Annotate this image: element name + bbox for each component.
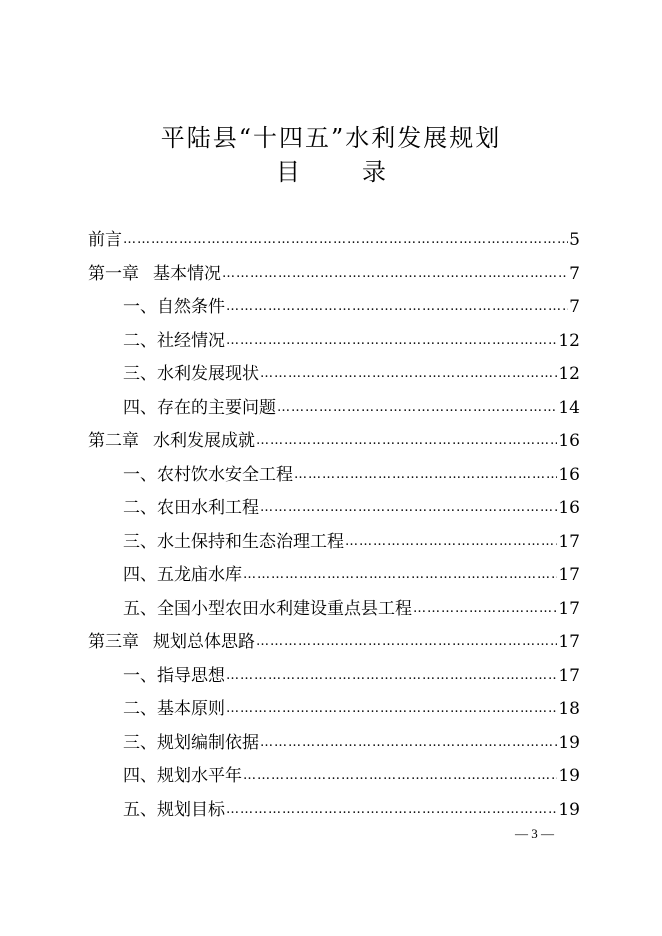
toc-entry[interactable] xyxy=(88,527,580,561)
toc-page-number: 19 xyxy=(558,732,580,753)
toc-entry-text: 一、自然条件 xyxy=(123,297,225,317)
toc-entry[interactable] xyxy=(88,393,580,427)
toc-entry-label xyxy=(123,661,225,686)
toc-entry-label xyxy=(123,292,225,317)
toc-leader-dots xyxy=(345,534,557,549)
toc-page-number: 19 xyxy=(558,766,580,786)
toc-entry-text: 水利发展成就 xyxy=(153,431,255,451)
toc-leader-dots xyxy=(260,735,557,750)
toc-leader-dots xyxy=(226,701,557,716)
toc-entry[interactable] xyxy=(88,326,580,360)
page-number: — 3 — xyxy=(515,826,554,841)
toc-entry-text: 三、水土保持和生态治理工程 xyxy=(123,531,344,552)
toc-entry[interactable] xyxy=(88,359,580,393)
toc-entry-text: 三、规划编制依据 xyxy=(123,732,259,753)
toc-chapter-number: 第三章 xyxy=(88,632,139,652)
toc-entry-text: 规划总体思路 xyxy=(153,632,255,652)
toc-entry[interactable] xyxy=(88,728,580,762)
toc-entry[interactable] xyxy=(88,694,580,728)
toc-entry-text: 四、规划水平年 xyxy=(123,766,242,786)
toc-entry-label xyxy=(88,627,255,652)
toc-entry-text: 二、基本原则 xyxy=(123,699,225,719)
toc-leader-dots xyxy=(256,433,557,448)
toc-entry[interactable] xyxy=(88,292,580,326)
toc-entry-label xyxy=(88,426,255,451)
toc-leader-dots xyxy=(413,601,557,616)
toc-entry-label xyxy=(123,493,259,518)
toc-heading-right: 录 xyxy=(362,158,386,186)
toc-page-number: 7 xyxy=(569,297,580,317)
toc-heading xyxy=(0,152,662,187)
toc-page-number: 18 xyxy=(558,699,580,719)
toc-entry[interactable] xyxy=(88,795,580,829)
toc-entry-label xyxy=(123,326,225,351)
toc-leader-dots xyxy=(260,500,557,515)
toc-page-number: 16 xyxy=(558,498,580,518)
toc-entry-label xyxy=(123,795,225,820)
toc-page-number: 17 xyxy=(558,565,580,585)
toc-page-number: 17 xyxy=(558,632,580,652)
toc-entry-text: 四、五龙庙水库 xyxy=(123,565,242,585)
document-title: 平陆县“十四五”水利发展规划 xyxy=(160,124,502,152)
toc-entry[interactable] xyxy=(88,426,580,460)
toc-chapter-number: 第二章 xyxy=(88,431,139,451)
toc-entry-text: 三、水利发展现状 xyxy=(123,364,259,384)
toc-page-number: 12 xyxy=(558,364,580,384)
toc-entry-text: 二、农田水利工程 xyxy=(123,498,259,518)
toc-entry-label xyxy=(123,694,225,719)
toc-entry-text: 五、规划目标 xyxy=(123,799,225,820)
toc-entry[interactable] xyxy=(88,460,580,494)
toc-leader-dots xyxy=(222,266,568,281)
toc-entry-text: 四、存在的主要问题 xyxy=(123,397,276,418)
toc-entry-label xyxy=(88,259,221,284)
toc-entry-text: 五、全国小型农田水利建设重点县工程 xyxy=(123,598,412,619)
toc-entry[interactable] xyxy=(88,225,580,259)
toc-chapter-number: 第一章 xyxy=(88,263,139,284)
toc-heading-left: 目 xyxy=(276,158,300,186)
toc-page-number: 16 xyxy=(558,464,580,485)
toc-entry-text: 一、指导思想 xyxy=(123,665,225,686)
table-of-contents xyxy=(88,225,580,828)
toc-entry-text: 基本情况 xyxy=(153,263,221,284)
toc-leader-dots xyxy=(243,567,557,582)
toc-page-number: 12 xyxy=(558,330,580,351)
toc-leader-dots xyxy=(260,366,557,381)
toc-leader-dots xyxy=(226,333,557,348)
toc-entry-label xyxy=(88,225,122,250)
toc-page-number: 19 xyxy=(558,799,580,820)
toc-entry-label xyxy=(123,560,242,585)
toc-entry-text: 前言 xyxy=(88,230,122,250)
toc-entry[interactable] xyxy=(88,259,580,293)
toc-page-number: 14 xyxy=(558,397,580,418)
toc-leader-dots xyxy=(294,467,557,482)
toc-leader-dots xyxy=(123,232,568,247)
toc-entry[interactable] xyxy=(88,594,580,628)
toc-leader-dots xyxy=(226,299,568,314)
toc-page-number: 17 xyxy=(558,531,580,552)
toc-entry[interactable] xyxy=(88,560,580,594)
toc-leader-dots xyxy=(243,768,557,783)
toc-entry-label xyxy=(123,594,412,619)
toc-entry[interactable] xyxy=(88,627,580,661)
toc-entry-label xyxy=(123,460,293,485)
toc-page-number: 16 xyxy=(558,431,580,451)
toc-entry-label xyxy=(123,359,259,384)
toc-entry[interactable] xyxy=(88,661,580,695)
toc-leader-dots xyxy=(277,400,557,415)
toc-entry-label xyxy=(123,761,242,786)
toc-entry-text: 二、社经情况 xyxy=(123,330,225,351)
toc-leader-dots xyxy=(226,802,557,817)
toc-entry[interactable] xyxy=(88,493,580,527)
toc-entry[interactable] xyxy=(88,761,580,795)
toc-entry-label xyxy=(123,527,344,552)
toc-entry-label xyxy=(123,393,276,418)
toc-page-number: 7 xyxy=(569,263,580,284)
toc-leader-dots xyxy=(256,634,557,649)
toc-page-number: 5 xyxy=(569,230,580,250)
toc-leader-dots xyxy=(226,668,557,683)
toc-entry-text: 一、农村饮水安全工程 xyxy=(123,464,293,485)
toc-page-number: 17 xyxy=(558,598,580,619)
toc-page-number: 17 xyxy=(558,665,580,686)
toc-entry-label xyxy=(123,728,259,753)
